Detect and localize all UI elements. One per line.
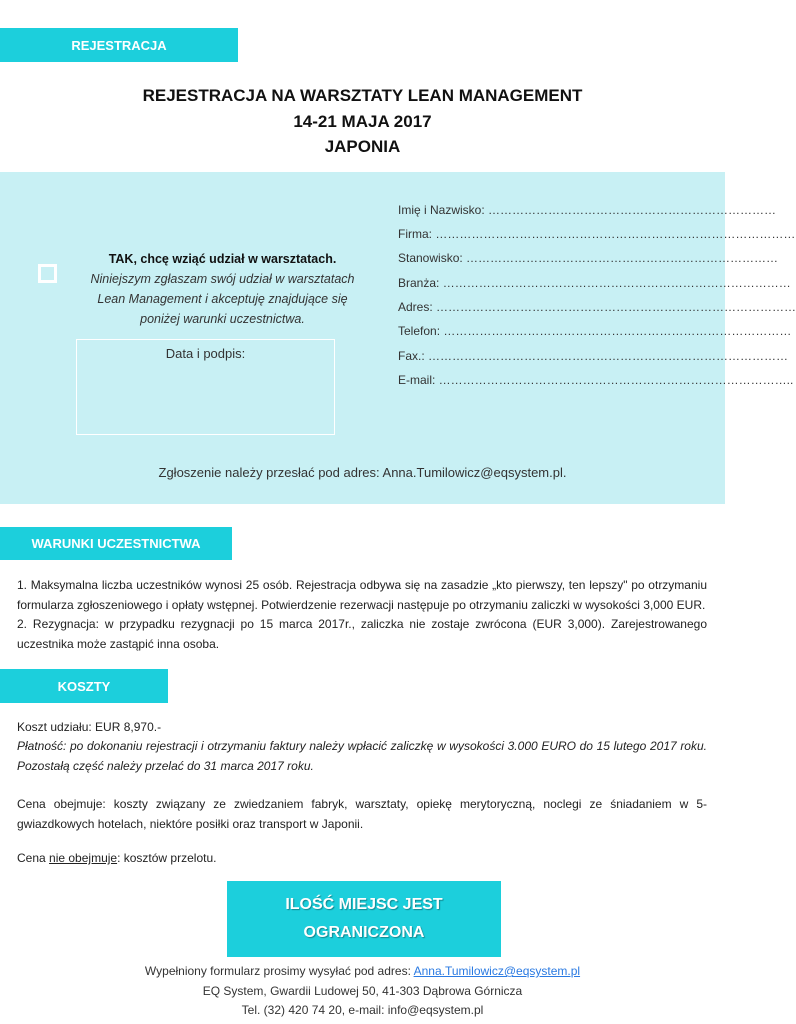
agree-line: poniżej warunki uczestnictwa. [140,312,305,326]
cost-excludes [17,849,707,869]
page-title-line1: REJESTRACJA NA WARSZTATY LEAN MANAGEMENT [142,86,583,105]
signature-box[interactable] [76,339,335,435]
field-name[interactable]: Imię i Nazwisko: ……………………………………………………………… [398,203,777,217]
field-company[interactable]: Firma: ……………………………………………………………………………… [398,227,796,241]
cost-excludes-underlined: nie obejmuje [49,851,118,865]
footer-email-link[interactable]: Anna.Tumilowicz@eqsystem.pl [413,964,581,978]
footer-phone: Tel. (32) 420 74 20, e-mail: info@eqsystem.pl [241,1003,484,1017]
agree-checkbox[interactable] [38,264,57,283]
footer-text: Wypełniony formularz prosimy wysyłać pod adres: [144,964,414,978]
agree-heading: TAK, chcę wziąć udział w warsztatach. [108,252,337,266]
cost-fee: Koszt udziału: EUR 8,970.- [17,720,162,734]
registration-tab: REJESTRACJA [0,28,238,62]
field-email[interactable]: E-mail: …………………………………………………………………………….. [398,373,794,387]
agree-line: Lean Management i akceptuję znajdujące się [97,292,348,306]
condition-item-2: 2. Rezygnacja: w przypadku rezygnacji po 15 marca 2017r., zaliczka nie zostaje zwrócona (EUR 3,000). Zarejestrowanego uczestnika może zastąpić inna osoba. [17,617,707,651]
signature-label: Data i podpis: [165,346,246,361]
cost-excludes-suffix: : kosztów przelotu. [117,851,217,865]
agree-line: Niniejszym zgłaszam swój udział w warsztatach [90,272,355,286]
page-title-dates: 14-21 MAJA 2017 [293,112,432,131]
send-to-text: Zgłoszenie należy przesłać pod adres: Anna.Tumilowicz@eqsystem.pl. [158,465,567,480]
registration-form-panel [0,172,796,504]
field-position[interactable]: Stanowisko: …………………………………………………………………… [398,251,779,265]
field-fax[interactable]: Fax.: ……………………………………………………………………………… [398,349,789,363]
banner-line-2: OGRANICZONA [303,924,425,941]
field-phone[interactable]: Telefon: …………………………………………………………………………… [398,324,792,338]
field-industry[interactable]: Branża: …………………………………………………………………………… [398,276,791,290]
condition-item-1: 1. Maksymalna liczba uczestników wynosi 25 osób. Rejestracja odbywa się na zasadzie „kto pierwszy, ten lepszy" po otrzymaniu formularza zgłoszeniowego i opłaty wstępnej. Potwierdzenie rezerwacji następuje po otrzymaniu zaliczki w wysokości 3,000 EUR. [17,578,707,612]
field-address[interactable]: Adres: ……………………………………………………………………………… [398,300,796,314]
footer-address: EQ System, Gwardii Ludowej 50, 41-303 Dąbrowa Górnicza [202,984,523,998]
banner-line-1: ILOŚĆ MIEJSC JEST [285,896,443,913]
costs-tab: KOSZTY [0,669,168,703]
cost-excludes-prefix: Cena [17,851,50,865]
limited-seats-banner [227,881,501,957]
agree-statement [60,269,385,329]
footer-contact-line [0,964,725,978]
page-title-location: JAPONIA [324,137,401,156]
cost-includes: Cena obejmuje: koszty związany ze zwiedzaniem fabryk, warsztaty, opiekę merytoryczną, noclegi ze śniadaniem w 5-gwiazdkowych hotelach, niektóre posiłki oraz transport w Japonii. [17,797,707,831]
conditions-tab: WARUNKI UCZESTNICTWA [0,527,232,560]
cost-payment: Płatność: po dokonaniu rejestracji i otrzymaniu faktury należy wpłacić zaliczkę w wysokości 3.000 EURO do 15 lutego 2017 roku. Pozostałą część należy przelać do 31 marca 2017 roku. [17,739,707,773]
